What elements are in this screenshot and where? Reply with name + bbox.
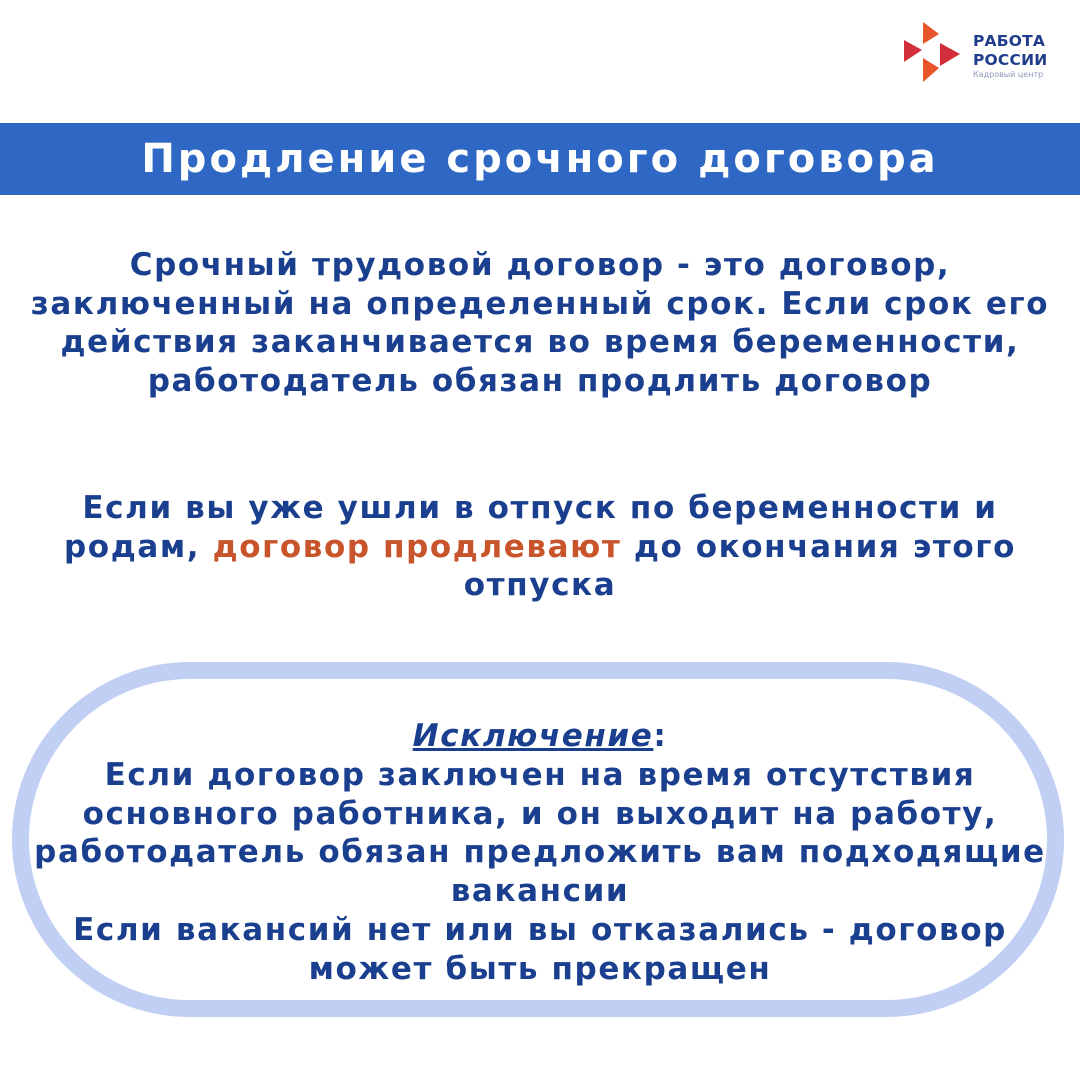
logo-line-2: РОССИИ bbox=[973, 51, 1048, 69]
exception-text-1: Если договор заключен на время отсутствия основного работника, и он выходит на работу, работодатель обязан предложить вам подходящие вакансии bbox=[34, 756, 1046, 910]
page-title: Продление срочного договора bbox=[141, 136, 939, 182]
logo-subtitle: Кадровый центр bbox=[973, 70, 1044, 79]
arrows-logo-icon bbox=[902, 22, 970, 86]
title-banner bbox=[0, 123, 1080, 195]
exception-colon: : bbox=[653, 718, 668, 754]
leave-paragraph-start: Если вы уже ушли в отпуск по беременности и родам, bbox=[64, 490, 998, 565]
exception-title: Исключение bbox=[412, 718, 654, 754]
logo-line-1: РАБОТА bbox=[973, 32, 1046, 50]
exception-text-2: Если вакансий нет или вы отказались - договор может быть прекращен bbox=[73, 911, 1007, 987]
definition-paragraph: Срочный трудовой договор - это договор, заключенный на определенный срок. Если срок его действия заканчивается во время беременности, работодатель обязан продлить договор bbox=[30, 247, 1050, 399]
leave-paragraph-end: до окончания этого отпуска bbox=[463, 528, 1016, 603]
logo-wordmark bbox=[973, 32, 1065, 80]
exception-heading bbox=[30, 717, 1050, 756]
exception-content bbox=[30, 717, 1050, 989]
logo bbox=[902, 22, 1062, 92]
highlight-text: договор продлевают bbox=[212, 528, 622, 565]
leave-paragraph bbox=[20, 489, 1060, 605]
